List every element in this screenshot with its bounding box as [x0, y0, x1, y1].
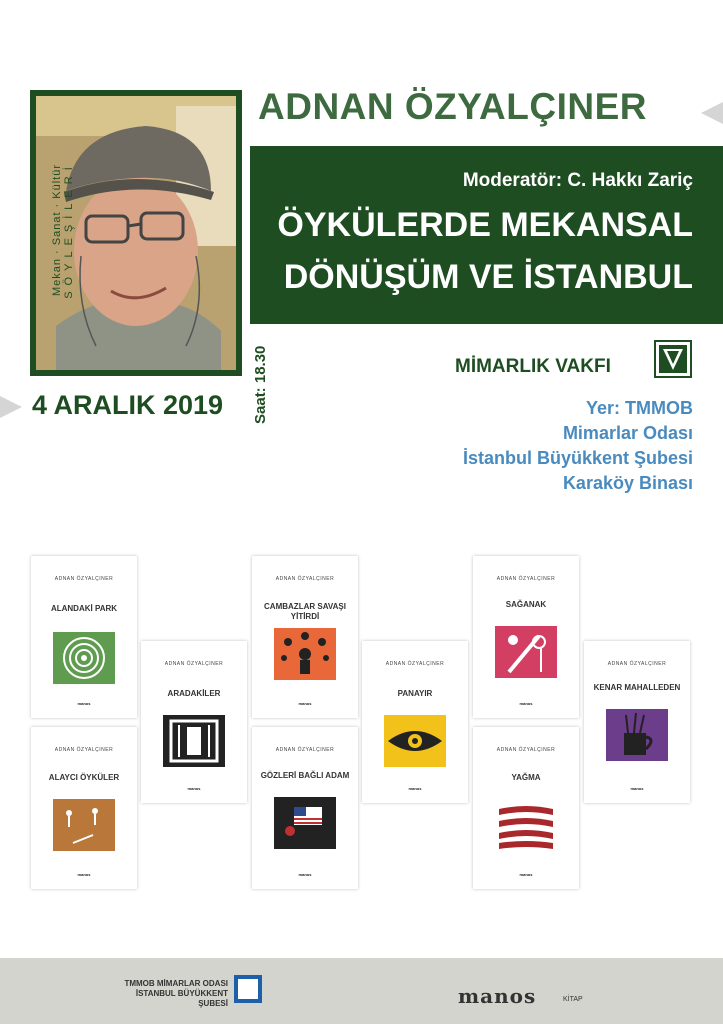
decorative-triangle-left [0, 396, 22, 418]
book-art-door-icon [163, 715, 225, 767]
series-line2: SÖYLEŞİLERİ [63, 161, 75, 299]
book-cover-saganak [473, 556, 579, 718]
book-art-hands-icon [495, 799, 557, 851]
book-author: ADNAN ÖZYALÇINER [275, 747, 335, 753]
venue-line: İstanbul Büyükkent Şubesi [462, 448, 693, 468]
footer-bar [0, 958, 723, 1024]
book-cover-gozleri-bagli-adam [252, 727, 358, 889]
manos-logo: manos [458, 984, 537, 1008]
venue-line: Karaköy Binası [562, 473, 693, 493]
book-title: ALANDAKİ PARK [50, 604, 118, 613]
book-author: ADNAN ÖZYALÇINER [385, 661, 445, 667]
book-title: SAĞANAK [505, 600, 547, 609]
venue-block [430, 396, 693, 496]
book-author: ADNAN ÖZYALÇINER [164, 661, 224, 667]
book-publisher: manos [298, 701, 312, 706]
book-publisher: manos [298, 872, 312, 877]
event-time: Saat: 18.30 [252, 345, 269, 424]
book-publisher: manos [408, 786, 422, 791]
event-title-line2: DÖNÜŞÜM VE İSTANBUL [283, 258, 693, 296]
book-title: CAMBAZLAR SAVAŞI YİTİRDİ [264, 602, 346, 621]
venue-line: Mimarlar Odası [562, 423, 693, 443]
book-cover-yagma [473, 727, 579, 889]
book-title: YAĞMA [511, 773, 541, 782]
book-cover-alayci-oykuler [31, 727, 137, 889]
mimarlik-vakfi-logo-icon [654, 340, 692, 378]
book-cover-aradakiler [141, 641, 247, 803]
tmmob-line2: İSTANBUL BÜYÜKKENT ŞUBESİ [135, 989, 228, 1008]
book-publisher: manos [519, 872, 533, 877]
book-publisher: manos [77, 872, 91, 877]
tmmob-label [110, 979, 228, 1009]
book-title: ALAYCI ÖYKÜLER [48, 773, 120, 782]
book-art-tree-rings-icon [53, 632, 115, 684]
book-art-juggler-icon [274, 628, 336, 680]
book-art-flower-icon [495, 626, 557, 678]
book-title: KENAR MAHALLEDEN [593, 683, 681, 692]
book-art-flag-icon [274, 797, 336, 849]
book-title: PANAYIR [397, 689, 433, 698]
series-line1: Mekan · Sanat · Kültür [51, 163, 63, 297]
event-title-line1: ÖYKÜLERDE MEKANSAL [277, 206, 693, 244]
decorative-triangle-right [701, 102, 723, 124]
tmmob-logo-icon [234, 975, 262, 1003]
speaker-name: ADNAN ÖZYALÇINER [258, 86, 647, 127]
book-author: ADNAN ÖZYALÇINER [496, 576, 556, 582]
venue-line: Yer: TMMOB [585, 398, 693, 418]
book-publisher: manos [187, 786, 201, 791]
book-title: GÖZLERİ BAĞLI ADAM [260, 771, 350, 780]
book-publisher: manos [77, 701, 91, 706]
book-publisher: manos [630, 786, 644, 791]
book-cover-panayir [362, 641, 468, 803]
book-art-eye-icon [384, 715, 446, 767]
book-cover-cambazlar [252, 556, 358, 718]
event-date: 4 ARALIK 2019 [32, 390, 224, 420]
book-cover-kenar-mahalleden [584, 641, 690, 803]
book-art-figures-icon [53, 799, 115, 851]
moderator-line: Moderatör: C. Hakkı Zariç [462, 170, 693, 191]
organizer-name: MİMARLIK VAKFI [455, 356, 611, 377]
series-label [51, 125, 75, 335]
book-author: ADNAN ÖZYALÇINER [54, 576, 114, 582]
book-author: ADNAN ÖZYALÇINER [496, 747, 556, 753]
book-cover-alandaki-park [31, 556, 137, 718]
manos-kitap-label: KİTAP [563, 996, 583, 1003]
book-author: ADNAN ÖZYALÇINER [275, 576, 335, 582]
book-author: ADNAN ÖZYALÇINER [607, 661, 667, 667]
book-publisher: manos [519, 701, 533, 706]
book-author: ADNAN ÖZYALÇINER [54, 747, 114, 753]
book-art-cup-icon [606, 709, 668, 761]
tmmob-line1: TMMOB MİMARLAR ODASI [124, 979, 228, 988]
book-title: ARADAKİLER [167, 689, 221, 698]
